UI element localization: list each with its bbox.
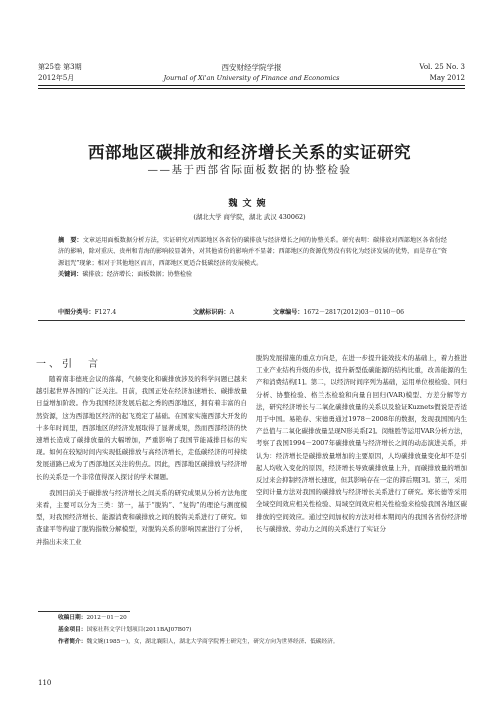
abstract-label: 摘 要： — [58, 237, 83, 244]
doc-label: 文献标识码： — [193, 309, 230, 316]
footnote-author — [58, 637, 469, 649]
date-en: May 2012 — [429, 74, 465, 82]
abstract-text: 文章运用面板数据分析方法，实证研究对西部地区各省份的碳排放与经济增长之间的协整关系。研究表明：碳排放对西部地区各省份经济的影响，除对重庆、贵州和青海的影响较显著外，对其他省份的影响并不显著；西部地区的资源优势没有转化为经济发展的优势，而是存在“资源诅咒”现象；相对于其他地区而言，西部地区更适合低碳经济的发展模式。 — [58, 237, 448, 267]
header-rule-thick — [38, 85, 465, 86]
keywords-label: 关键词： — [58, 270, 83, 278]
clc-value: F127.4 — [94, 309, 117, 316]
doc-value: A — [229, 309, 234, 316]
body-paragraph: 脱钩发展措施的重点方向是，在进一步提升能效技术的基础上，着力推进工业产业结构升级的步伐，提升新型低碳能源的结构比重，改善能源的生产和消费结构[1]。第二，以经济时间序列为基础，运用单位根检验、同归分析、协整检验、格兰杰检验和向量自回归(VAR)模型、方差分解等方法，研究经济增长与二氧化碳排放量的关系以及验证Kuznets假说是否适用于中国。易艳春、宋德勇通过1978－2008年的数据，发现我国国内生产总值与二氧化碳排放量呈现N形关系[2]。闵继胜等运用VAR分析方法，考察了我国1994－2007年碳排放量与经济增长之间的动态演进关系，并认为：经济增长是碳排放量增加的主要原因，人均碳排放量变化却不是引起人均收入变化的原因，经济增长导致碳排放量上升，而碳排放量的增加反过来会抑制经济增长速度，但其影响存在一定的滞后期[3]。第三，采用空间计量方法对我国的碳排放与经济增长关系进行了研究。郑长德等采用全域空间效应相关性检验、局域空间效应相关性检验来检验我国各地区碳排放的空间效应。通过空间加权的方法对样本期间内的我国各省份经济增长与碳排放、劳动力之间的关系进行了实证分 — [256, 354, 467, 533]
received-date: 2012－01－20 — [86, 615, 127, 621]
clc-label: 中图分类号： — [58, 309, 95, 316]
footnote-rule — [38, 611, 130, 612]
journal-name-en: Journal of Xi'an University of Finance and Economics — [163, 74, 340, 82]
date-cn: 2012年5月 — [38, 74, 75, 82]
footnote-received — [58, 613, 469, 625]
abstract — [58, 235, 447, 280]
body-column-right — [256, 352, 467, 539]
abstract-rule — [38, 320, 465, 321]
header-center — [38, 62, 465, 84]
document-code — [193, 307, 273, 316]
paper-title: 西部地区碳排放和经济增长关系的实证研究 — [88, 143, 411, 162]
clc-number — [58, 307, 193, 316]
author-affiliation: (湖北大学 商学院，湖北 武汉 430062) — [193, 213, 306, 221]
article-id-value: 1672－2817(2012)03－0110－06 — [303, 309, 405, 316]
section-heading: 一、引 言 — [36, 359, 101, 370]
paper-subtitle: ——基于西部省际面板数据的协整检验 — [147, 164, 352, 176]
header-rule-thin — [38, 88, 465, 89]
keywords-text: 碳排放；经济增长；面板数据；协整检验 — [82, 270, 193, 278]
footnote-fund — [58, 625, 469, 637]
running-header — [38, 62, 465, 84]
classification-line — [58, 307, 447, 316]
header-right — [419, 62, 465, 84]
received-label: 收稿日期： — [58, 615, 87, 621]
volume-en: Vol. 25 No. 3 — [419, 63, 465, 71]
fund-text: 国家社科文学计划项目(2011BAJ07B07) — [86, 626, 192, 633]
footnotes — [58, 613, 469, 648]
body-paragraph: 我国目前关于碳排放与经济增长之间关系的研究成果从分析方法角度来看，主要可以分为三类：第一，基于“脱钩”、“复钩”的理论与测度模型，对我国经济增长、能源消费和碳排放之间的脱钩关系进行了研究。如查建平等构建了脱钩指数分解模型，对脱钩关系的影响因素进行了分析，并指出未来工业 — [36, 488, 247, 546]
article-id-label: 文章编号： — [273, 309, 304, 316]
body-column-left — [36, 373, 247, 552]
body-paragraph: 随着南非德班会议的落幕，气候变化和碳排放涉及的科学问题已越来越引起世界各国的广泛关注。目前，我国正处在经济加速增长、碳排放量日益增加阶段。作为我国经济发展后起之秀的西部地区，拥有着丰富的自然资源，这为西部地区经济的起飞奠定了基础。在国家实施西部大开发的十多年时间里，西部地区的经济发展取得了显著成果，然而西部经济的快速增长造成了碳排放量的大幅增加，严重影响了我国节能减排目标的实现。如何在较短时间内实现低碳排放与高经济增长，走低碳经济的可持续发展道路已成为了西部地区关注的焦点。因此，西部地区碳排放与经济增长的关系是一个非常值得深入探讨的学术课题。 — [36, 375, 247, 481]
author-bio-label: 作者简介： — [58, 638, 87, 645]
issue-cn: 第25卷 第3期 — [38, 63, 82, 71]
fund-label: 基金项目： — [58, 626, 87, 633]
journal-name-cn: 西安财经学院学报 — [221, 63, 282, 72]
author-name: 魏文婉 — [228, 199, 271, 209]
article-number — [273, 307, 404, 316]
page-number: 110 — [38, 679, 52, 687]
author-bio: 魏文婉(1985－)，女，湖北襄阳人，湖北大学商学院博士研究生，研究方向为世界经济、低碳经济。 — [86, 638, 339, 645]
